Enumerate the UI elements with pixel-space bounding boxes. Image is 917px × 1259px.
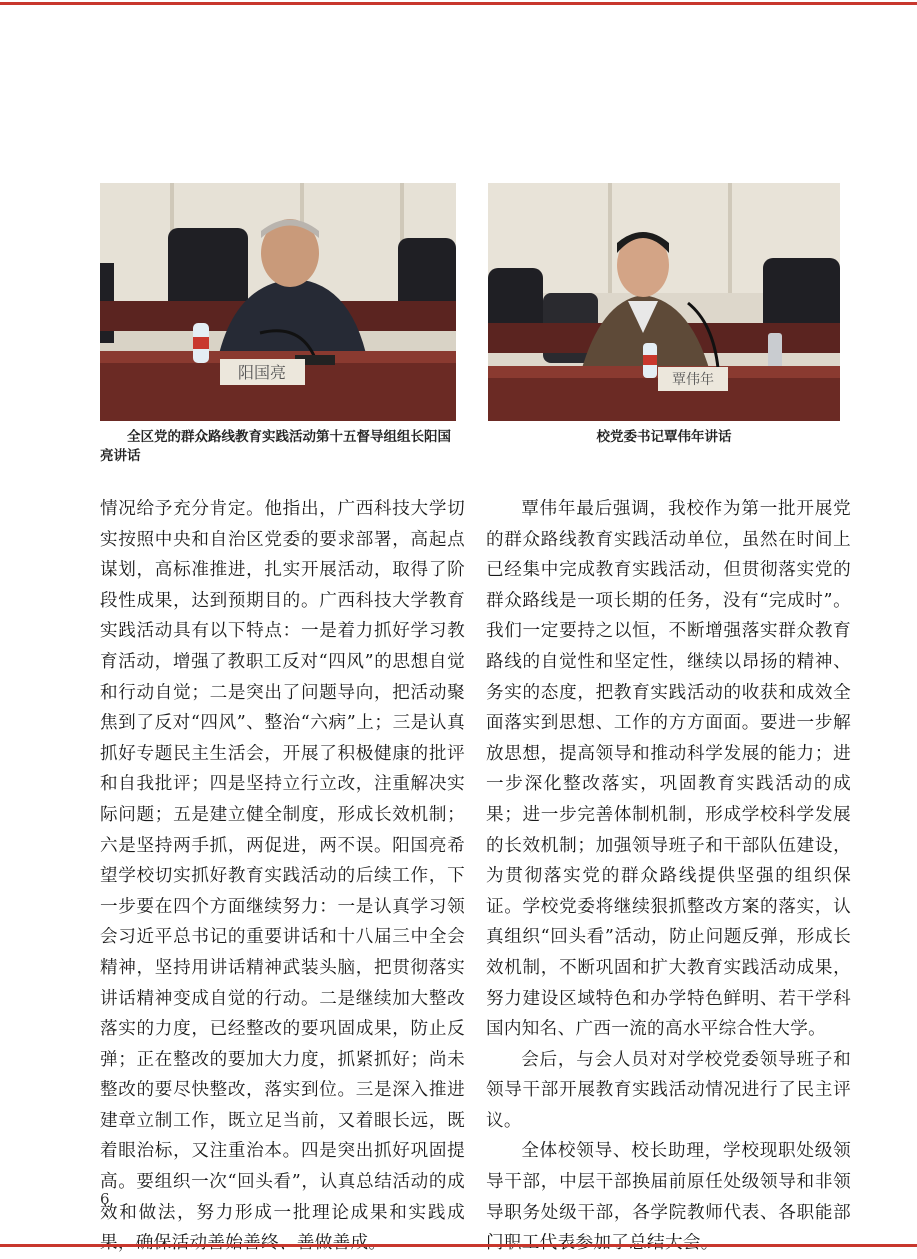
top-rule xyxy=(0,2,917,5)
paragraph: 覃伟年最后强调，我校作为第一批开展党的群众路线教育实践活动单位，虽然在时间上已经集中完成教育实践活动，但贯彻落实党的群众路线是一项长期的任务，没有“完成时”。我们一定要持之以恒，不断增强落实群众教育路线的自觉性和坚定性，继续以昂扬的精神、务实的态度，把教育实践活动的收获和成效全面落实到思想、工作的方方面面。要进一步解放思想，提高领导和推动科学发展的能力；进一步深化整改落实，巩固教育实践活动的成果；进一步完善体制机制，形成学校科学发展的长效机制；加强领导班子和干部队伍建设，为贯彻落实党的群众路线提供坚强的组织保证。学校党委将继续狠抓整改方案的落实，认真组织“回头看”活动，防止问题反弹，形成长效机制，不断巩固和扩大教育实践活动成果，努力建设区域特色和办学特色鲜明、若干学科国内知名、广西一流的高水平综合性大学。 xyxy=(486,499,851,1040)
paragraph: 会后，与会人员对对学校党委领导班子和领导干部开展教育实践活动情况进行了民主评议。 xyxy=(486,1049,851,1131)
body-column-left xyxy=(100,494,465,1259)
bottom-rule xyxy=(0,1244,917,1247)
page-number: 6 xyxy=(100,1190,110,1208)
paragraph: 全体校领导、校长助理，学校现职处级领导干部，中层干部换届前原任处级领导和非领导职务处级干部，各学院教师代表、各职能部 xyxy=(486,1141,851,1223)
paragraph: 情况给予充分肯定。他指出，广西科技大学切实按照中央和自治区党委的要求部署，高起点谋划，高标准推进，扎实开展活动，取得了阶段性成果，达到预期目的。广西科技大学教育实践活动具有以下特点：一是着力抓好学习教育活动，增强了教职工反对“四风”的思想自觉和行动自觉；二是突出了问题导向，把活动聚焦到了反对“四风”、整治“六病”上；三是认真抓好专题民主生活会，开展了积极健康的批评和自我批评；四是坚持立行立改，注重解决实际问题；五是建立健全制度，形成长效机制；六是坚持两手抓，两促进，两不误。阳国亮希望学校切实抓好教育实践活动的后续工作，下一步要在四个方面继续努力：一是认真学习领会习近平总书记的重要讲话和十八届三中全会精神，坚持用讲话精神武装头脑，把贯彻落实讲话精神变成自觉的行动。二是继续加大整改落实的力度，已经整改的要巩固成果，防止反弹；正在整改的要加大力度，抓紧抓好；尚未整改的要尽快整改，落实到位。三是深入推进建章立制工作，既立足当前，又着眼长远，既着眼治标，又注重治本。四是突出抓好巩固提高。要组织一次“回头看”，认真总结活动的成效和做法，努力形成一批理论成果和实践成 xyxy=(100,499,465,1223)
caption-right: 校党委书记覃伟年讲话 xyxy=(596,429,732,445)
photo-speaker-right xyxy=(488,183,840,421)
caption-left: 全区党的群众路线教育实践活动第十五督导组组长阳国亮讲话 xyxy=(100,429,451,464)
nameplate-left: 阳国亮 xyxy=(237,363,287,382)
body-column-right xyxy=(486,494,851,1259)
photo-speaker-left xyxy=(100,183,456,421)
nameplate-right: 覃伟年 xyxy=(672,372,714,388)
